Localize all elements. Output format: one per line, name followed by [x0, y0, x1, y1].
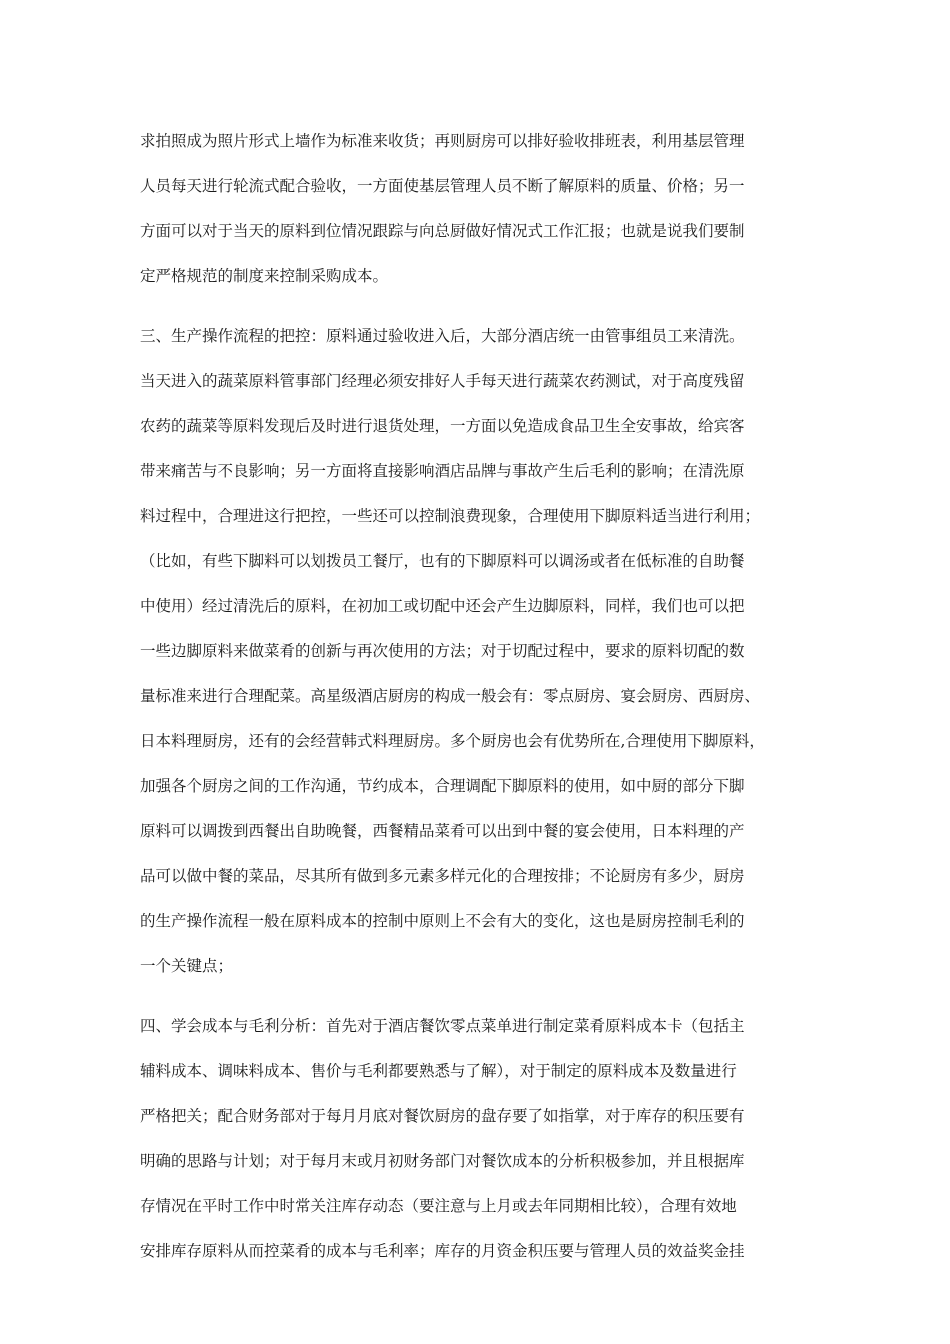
text-line: 安排库存原料从而控菜肴的成本与毛利率；库存的月资金积压要与管理人员的效益奖金挂 — [140, 1242, 745, 1260]
section-heading-line: 三、生产操作流程的把控：原料通过验收进入后，大部分酒店统一由管事组员工来清洗。 — [140, 327, 745, 345]
text-line: 一个关键点； — [140, 957, 234, 975]
text-line: 存情况在平时工作中时常关注库存动态（要注意与上月或去年同期相比较），合理有效地 — [140, 1197, 737, 1215]
text-line: 辅料成本、调味料成本、售价与毛利都要熟悉与了解），对于制定的原料成本及数量进行 — [140, 1062, 737, 1080]
text-line: 一些边脚原料来做菜肴的创新与再次使用的方法；对于切配过程中，要求的原料切配的数 — [140, 642, 745, 660]
text-line: 加强各个厨房之间的工作沟通，节约成本，合理调配下脚原料的使用，如中厨的部分下脚 — [140, 777, 745, 795]
text-line: 当天进入的蔬菜原料管事部门经理必须安排好人手每天进行蔬菜农药测试，对于高度残留 — [140, 372, 745, 390]
text-line: 求拍照成为照片形式上墙作为标准来收货；再则厨房可以排好验收排班表，利用基层管理 — [140, 132, 745, 150]
text-line: 的生产操作流程一般在原料成本的控制中原则上不会有大的变化，这也是厨房控制毛利的 — [140, 912, 745, 930]
text-line: （比如，有些下脚料可以划拨员工餐厅，也有的下脚原料可以调汤或者在低标准的自助餐 — [140, 552, 745, 570]
text-line: 人员每天进行轮流式配合验收，一方面使基层管理人员不断了解原料的质量、价格；另一 — [140, 177, 745, 195]
section-heading-line: 四、学会成本与毛利分析：首先对于酒店餐饮零点菜单进行制定菜肴原料成本卡（包括主 — [140, 1017, 745, 1035]
text-line: 量标准来进行合理配菜。高星级酒店厨房的构成一般会有：零点厨房、宴会厨房、西厨房、 — [140, 687, 761, 705]
text-line: 料过程中，合理进这行把控，一些还可以控制浪费现象，合理使用下脚原料适当进行利用； — [140, 507, 761, 525]
text-line: 日本料理厨房，还有的会经营韩式料理厨房。多个厨房也会有优势所在,合理使用下脚原料， — [140, 732, 765, 750]
text-line: 品可以做中餐的菜品，尽其所有做到多元素多样元化的合理按排；不论厨房有多少，厨房 — [140, 867, 745, 885]
text-line: 方面可以对于当天的原料到位情况跟踪与向总厨做好情况式工作汇报；也就是说我们要制 — [140, 222, 745, 240]
text-line: 原料可以调拨到西餐出自助晚餐，西餐精品菜肴可以出到中餐的宴会使用，日本料理的产 — [140, 822, 745, 840]
text-line: 定严格规范的制度来控制采购成本。 — [140, 267, 389, 285]
text-line: 中使用）经过清洗后的原料，在初加工或切配中还会产生边脚原料，同样，我们也可以把 — [140, 597, 745, 615]
text-line: 严格把关；配合财务部对于每月月底对餐饮厨房的盘存要了如指掌，对于库存的积压要有 — [140, 1107, 745, 1125]
text-line: 明确的思路与计划；对于每月末或月初财务部门对餐饮成本的分析积极参加，并且根据库 — [140, 1152, 745, 1170]
text-line: 农药的蔬菜等原料发现后及时进行退货处理，一方面以免造成食品卫生全安事故，给宾客 — [140, 417, 745, 435]
text-line: 带来痛苦与不良影响；另一方面将直接影响酒店品牌与事故产生后毛利的影响；在清洗原 — [140, 462, 745, 480]
